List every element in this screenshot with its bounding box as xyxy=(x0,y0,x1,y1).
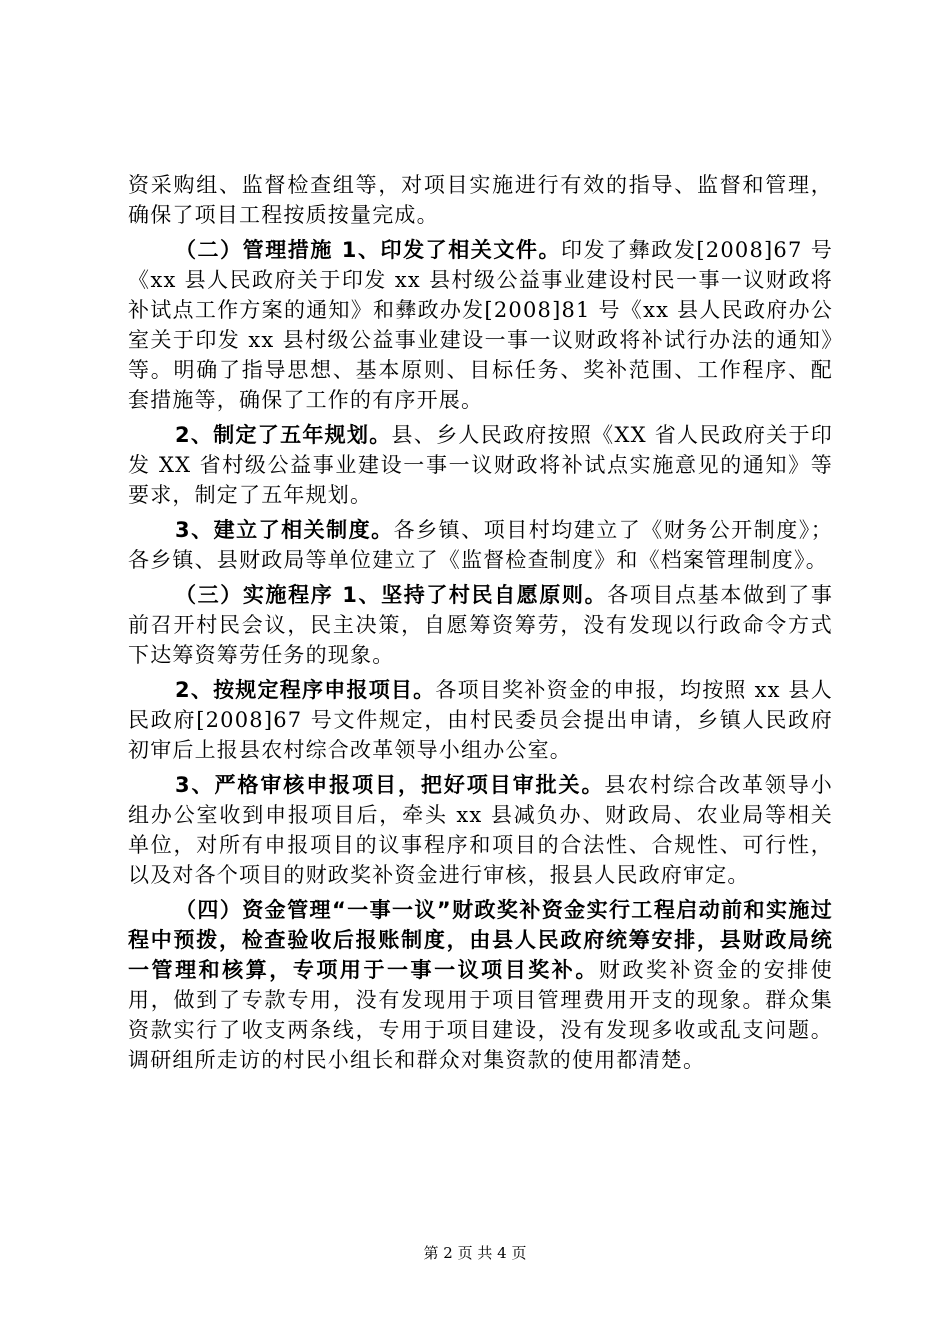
paragraph-7-text: 县农村综合改革领导小组办公室收到申报项目后，牵头 xx 县减负办、财政局、农业局等相关单位，对所有申报项目的议事程序和项目的合法性、合规性、可行性，以及对各个项目的财政奖补资金进行审核，报县人民政府审定。 xyxy=(128,773,833,887)
paragraph-5-text: 各项目点基本做到了事前召开村民会议，民主决策，自愿筹资筹劳，没有发现以行政命令方式下达筹资筹劳任务的现象。 xyxy=(128,583,834,667)
paragraph-5-heading: （三）实施程序 1、坚持了村民自愿原则。 xyxy=(175,583,608,607)
document-body xyxy=(128,170,833,1080)
paragraph-3 xyxy=(128,420,833,510)
paragraph-2-heading: （二）管理措施 1、印发了相关文件。 xyxy=(175,238,562,262)
paragraph-8-heading: （四）资金管理“一事一议”财政奖补资金实行工程启动前和实施过程中预拨，检查验收后报账制度，由县人民政府统筹安排，县财政局统一管理和核算，专项用于一事一议项目奖补。 xyxy=(128,898,833,982)
paragraph-4-heading: 3、建立了相关制度。 xyxy=(175,518,394,542)
paragraph-7-heading: 3、严格审核申报项目，把好项目审批关。 xyxy=(175,773,605,797)
paragraph-3-heading: 2、制定了五年规划。 xyxy=(175,423,392,447)
paragraph-1-text: 资采购组、监督检查组等，对项目实施进行有效的指导、监督和管理，确保了项目工程按质按量完成。 xyxy=(128,173,833,227)
paragraph-7 xyxy=(128,770,833,890)
paragraph-4-text: 各乡镇、项目村均建立了《财务公开制度》；各乡镇、县财政局等单位建立了《监督检查制度》和《档案管理制度》。 xyxy=(128,518,833,572)
paragraph-2-text: 印发了彝政发[2008]67 号《xx 县人民政府关于印发 xx 县村级公益事业建设村民一事一议财政将补试点工作方案的通知》和彝政办发[2008]81 号《xx 县人民政府办公室关于印发 xx 县村级公益事业建设一事一议财政将补试行办法的通知》等。明确了指导思想、基本原则、目标任务、奖补范围、工作程序、配套措施等，确保了工作的有序开展。 xyxy=(128,238,833,412)
paragraph-8 xyxy=(128,895,833,1075)
paragraph-6-heading: 2、按规定程序申报项目。 xyxy=(175,678,436,702)
paragraph-4 xyxy=(128,515,833,575)
paragraph-8-text: 财政奖补资金的安排使用，做到了专款专用，没有发现用于项目管理费用开支的现象。群众集资款实行了收支两条线，专用于项目建设，没有发现多收或乱支问题。调研组所走访的村民小组长和群众对集资款的使用都清楚。 xyxy=(128,958,834,1072)
paragraph-3-text: 县、乡人民政府按照《XX 省人民政府关于印发 XX 省村级公益事业建设一事一议财政将补试点实施意见的通知》等要求，制定了五年规划。 xyxy=(128,423,833,507)
paragraph-5 xyxy=(128,580,833,670)
paragraph-6-text: 各项目奖补资金的申报，均按照 xx 县人民政府[2008]67 号文件规定，由村民委员会提出申请，乡镇人民政府初审后上报县农村综合改革领导小组办公室。 xyxy=(128,678,833,762)
paragraph-6 xyxy=(128,675,833,765)
paragraph-2 xyxy=(128,235,833,415)
paragraph-1 xyxy=(128,170,833,230)
page-footer: 第 2 页 共 4 页 xyxy=(423,1244,527,1262)
